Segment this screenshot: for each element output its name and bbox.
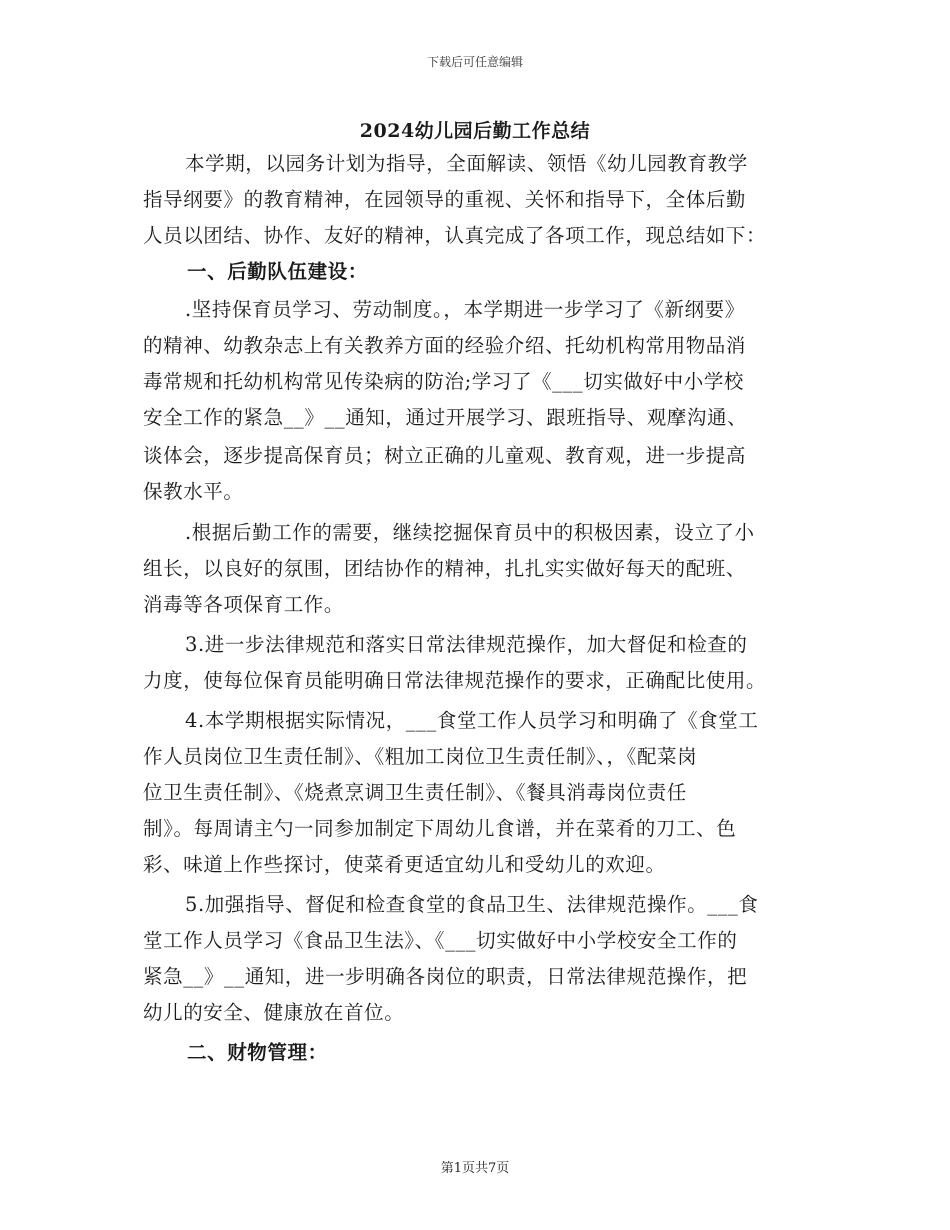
paragraph-line: 作人员岗位卫生责任制》、《粗加工岗位卫生责任制》、，《配菜岗	[143, 745, 698, 768]
paragraph-line: 4.本学期根据实际情况，___食堂工作人员学习和明确了《食堂工	[185, 709, 759, 732]
page-footer: 第1页共7页	[440, 1161, 510, 1176]
paragraph-line: 位卫生责任制》、《烧煮烹调卫生责任制》、《餐具消毒岗位责任	[143, 781, 687, 804]
paragraph-line: 力度，使每位保育员能明确日常法律规范操作的要求，正确配比使用。	[143, 669, 767, 692]
paragraph-line: 紧急__》__通知，进一步明确各岗位的职责，日常法律规范操作，把	[143, 965, 748, 988]
section-heading: 一、后勤队伍建设：	[187, 260, 368, 283]
paragraph-line: 制》。每周请主勺一同参加制定下周幼儿食谱，并在菜肴的刀工、色	[143, 817, 737, 840]
paragraph-line: 指导纲要》的教育精神，在园领导的重视、关怀和指导下，全体后勤	[143, 188, 747, 211]
paragraph-line: 幼儿的安全、健康放在首位。	[143, 1001, 405, 1024]
paragraph-line: 安全工作的紧急__》__通知，通过开展学习、跟班指导、观摩沟通、	[143, 406, 748, 429]
paragraph-line: 的精神、幼教杂志上有关教养方面的经验介绍、托幼机构常用物品消	[143, 334, 747, 357]
paragraph-line: 保教水平。	[143, 480, 244, 503]
document-title: 2024幼儿园后勤工作总结	[359, 120, 591, 142]
paragraph-line: 堂工作人员学习《食品卫生法》、《___切实做好中小学校安全工作的	[143, 929, 738, 952]
paragraph-line: 3.进一步法律规范和落实日常法律规范操作，加大督促和检查的	[185, 633, 748, 656]
paragraph-line: 组长，以良好的氛围，团结协作的精神，扎扎实实做好每天的配班、	[143, 557, 747, 580]
paragraph-line: .根据后勤工作的需要，继续挖掘保育员中的积极因素，设立了小	[185, 521, 755, 544]
section-heading: 二、财物管理：	[187, 1041, 328, 1064]
paragraph-line: 本学期，以园务计划为指导，全面解读、领悟《幼儿园教育教学	[185, 152, 748, 175]
paragraph-line: 5.加强指导、督促和检查食堂的食品卫生、法律规范操作。___食	[185, 893, 759, 916]
paragraph-line: 谈体会，逐步提高保育员；树立正确的儿童观、教育观，进一步提高	[143, 444, 747, 467]
paragraph-line: 消毒等各项保育工作。	[143, 593, 345, 616]
paragraph-line: 彩、味道上作些探讨，使菜肴更适宜幼儿和受幼儿的欢迎。	[143, 853, 666, 876]
paragraph-line: .坚持保育员学习、劳动制度。，本学期进一步学习了《新纲要》	[185, 298, 745, 321]
paragraph-line: 毒常规和托幼机构常见传染病的防治;学习了《___切实做好中小学校	[143, 370, 745, 393]
paragraph-line: 人员以团结、协作、友好的精神，认真完成了各项工作，现总结如下：	[143, 224, 767, 247]
header-note: 下载后可任意编辑	[426, 55, 523, 69]
